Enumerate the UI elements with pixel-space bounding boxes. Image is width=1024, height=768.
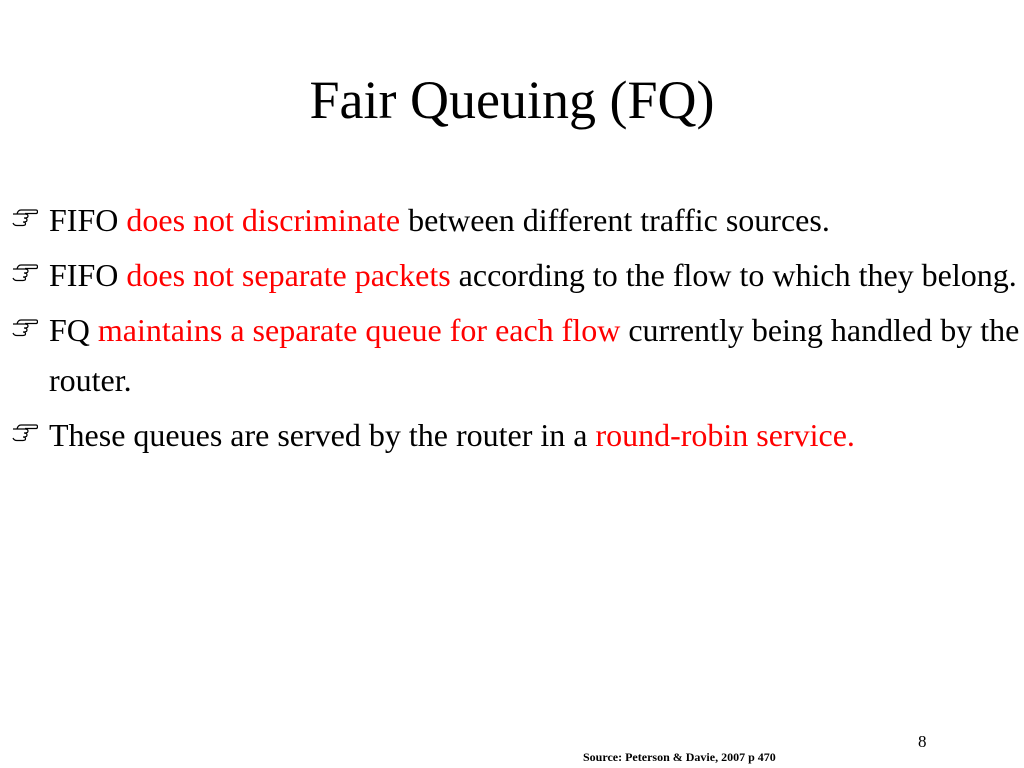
bullet-text: FIFO does not discriminate between different traffic sources. bbox=[49, 202, 830, 238]
highlighted-phrase: maintains a separate queue for each flow bbox=[97, 312, 621, 348]
bullet-text: These queues are served by the router in a round-robin service. bbox=[49, 417, 855, 453]
bullet-list bbox=[12, 195, 1022, 465]
pointing-hand-icon bbox=[12, 207, 38, 227]
highlighted-phrase: does not separate packets bbox=[126, 257, 451, 293]
slide-title: Fair Queuing (FQ) bbox=[309, 70, 715, 130]
bullet-item bbox=[12, 410, 1022, 460]
pointing-hand-icon bbox=[12, 317, 38, 337]
highlighted-phrase: does not discriminate bbox=[126, 202, 401, 238]
page-number: 8 bbox=[918, 732, 927, 751]
bullet-item bbox=[12, 195, 1022, 245]
bullet-text: FIFO does not separate packets according to the flow to which they belong. bbox=[49, 257, 1017, 293]
source-citation: Source: Peterson & Davie, 2007 p 470 bbox=[583, 750, 776, 764]
highlighted-phrase: round-robin service. bbox=[595, 417, 855, 453]
pointing-hand-icon bbox=[12, 422, 38, 442]
bullet-item bbox=[12, 305, 1022, 405]
pointing-hand-icon bbox=[12, 262, 38, 282]
bullet-text: FQ maintains a separate queue for each flow currently being handled by the router. bbox=[49, 312, 1020, 398]
bullet-item bbox=[12, 250, 1022, 300]
